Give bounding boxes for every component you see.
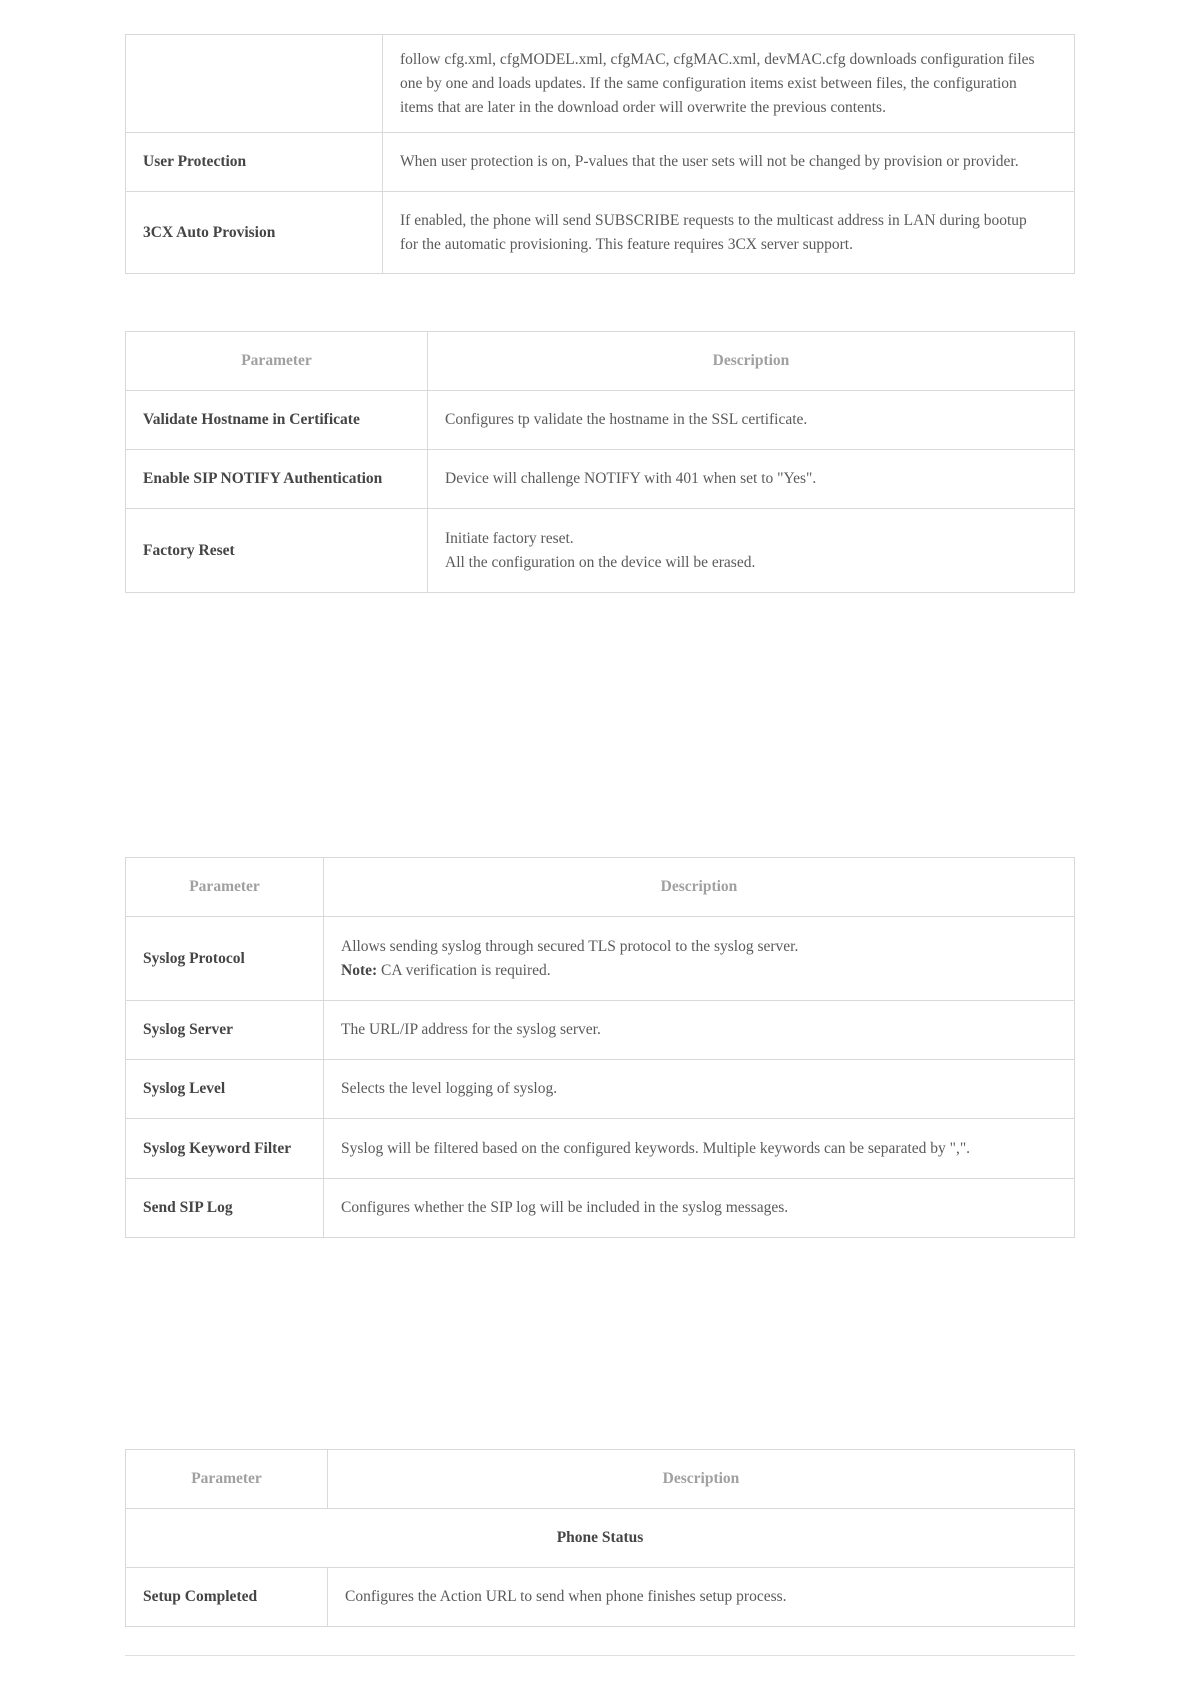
param-cell: Enable SIP NOTIFY Authentication <box>126 450 428 509</box>
description-cell <box>428 509 1075 593</box>
description-line: Device will challenge NOTIFY with 401 when set to "Yes". <box>445 470 817 487</box>
page-divider <box>125 1655 1075 1656</box>
note-text: CA verification is required. <box>377 961 551 979</box>
table-row <box>126 1568 1075 1627</box>
description-line: items that are later in the download order will overwrite the previous contents. <box>400 98 886 116</box>
table-row <box>126 192 1075 274</box>
syslog-table <box>125 857 1075 1238</box>
description-line: Selects the level logging of syslog. <box>341 1080 558 1097</box>
table-row <box>126 391 1075 450</box>
provisioning-table <box>125 34 1075 274</box>
note-line <box>341 959 1057 983</box>
table-header-row <box>126 858 1075 917</box>
description-line: one by one and loads updates. If the same configuration items exist between files, the configuration <box>400 74 1017 92</box>
column-header-parameter: Parameter <box>126 1450 328 1509</box>
param-cell: Send SIP Log <box>126 1179 324 1238</box>
param-cell: 3CX Auto Provision <box>126 192 383 274</box>
description-line: The URL/IP address for the syslog server. <box>341 1021 601 1038</box>
table-row <box>126 1060 1075 1119</box>
column-header-description: Description <box>324 858 1075 917</box>
note-label: Note: <box>341 961 378 979</box>
param-cell: Syslog Keyword Filter <box>126 1119 324 1179</box>
description-line: Allows sending syslog through secured TLS protocol to the syslog server. <box>341 937 799 955</box>
description-cell <box>328 1568 1075 1627</box>
description-cell <box>383 133 1075 192</box>
description-cell <box>428 391 1075 450</box>
column-header-description: Description <box>328 1450 1075 1509</box>
action-url-table <box>125 1449 1075 1627</box>
table-row <box>126 1179 1075 1238</box>
param-cell: Syslog Protocol <box>126 917 324 1001</box>
table-row <box>126 133 1075 192</box>
param-cell <box>126 35 383 133</box>
description-line: Configures whether the SIP log will be included in the syslog messages. <box>341 1199 789 1216</box>
table-header-row <box>126 1450 1075 1509</box>
description-line: When user protection is on, P-values that the user sets will not be changed by provision or provider. <box>400 153 1019 170</box>
description-line: Initiate factory reset. <box>445 529 574 547</box>
table-row <box>126 1001 1075 1060</box>
param-cell: Validate Hostname in Certificate <box>126 391 428 450</box>
description-line: All the configuration on the device will be erased. <box>445 553 756 571</box>
description-line: follow cfg.xml, cfgMODEL.xml, cfgMAC, cfgMAC.xml, devMAC.cfg downloads configuration files <box>400 50 1035 68</box>
description-cell <box>383 192 1075 274</box>
description-line: If enabled, the phone will send SUBSCRIBE requests to the multicast address in LAN during bootup <box>400 211 1027 229</box>
table-row <box>126 450 1075 509</box>
description-cell <box>324 1001 1075 1060</box>
table-row <box>126 509 1075 593</box>
description-cell <box>324 1119 1075 1179</box>
description-cell <box>428 450 1075 509</box>
description-cell <box>324 1060 1075 1119</box>
table-row <box>126 1119 1075 1179</box>
param-cell: Syslog Server <box>126 1001 324 1060</box>
param-cell: Syslog Level <box>126 1060 324 1119</box>
table-row <box>126 35 1075 133</box>
description-cell <box>383 35 1075 133</box>
description-line: for the automatic provisioning. This feature requires 3CX server support. <box>400 235 853 253</box>
param-cell: Setup Completed <box>126 1568 328 1627</box>
description-line: Configures tp validate the hostname in the SSL certificate. <box>445 411 808 428</box>
description-cell <box>324 917 1075 1001</box>
param-cell: Factory Reset <box>126 509 428 593</box>
column-header-description: Description <box>428 332 1075 391</box>
table-header-row <box>126 332 1075 391</box>
description-line: Configures the Action URL to send when phone finishes setup process. <box>345 1588 787 1605</box>
security-table <box>125 331 1075 593</box>
section-title: Phone Status <box>126 1509 1075 1568</box>
table-row <box>126 917 1075 1001</box>
column-header-parameter: Parameter <box>126 332 428 391</box>
description-line: Syslog will be filtered based on the configured keywords. Multiple keywords can be separated by ",". <box>341 1139 971 1157</box>
description-cell <box>324 1179 1075 1238</box>
column-header-parameter: Parameter <box>126 858 324 917</box>
section-row <box>126 1509 1075 1568</box>
param-cell: User Protection <box>126 133 383 192</box>
